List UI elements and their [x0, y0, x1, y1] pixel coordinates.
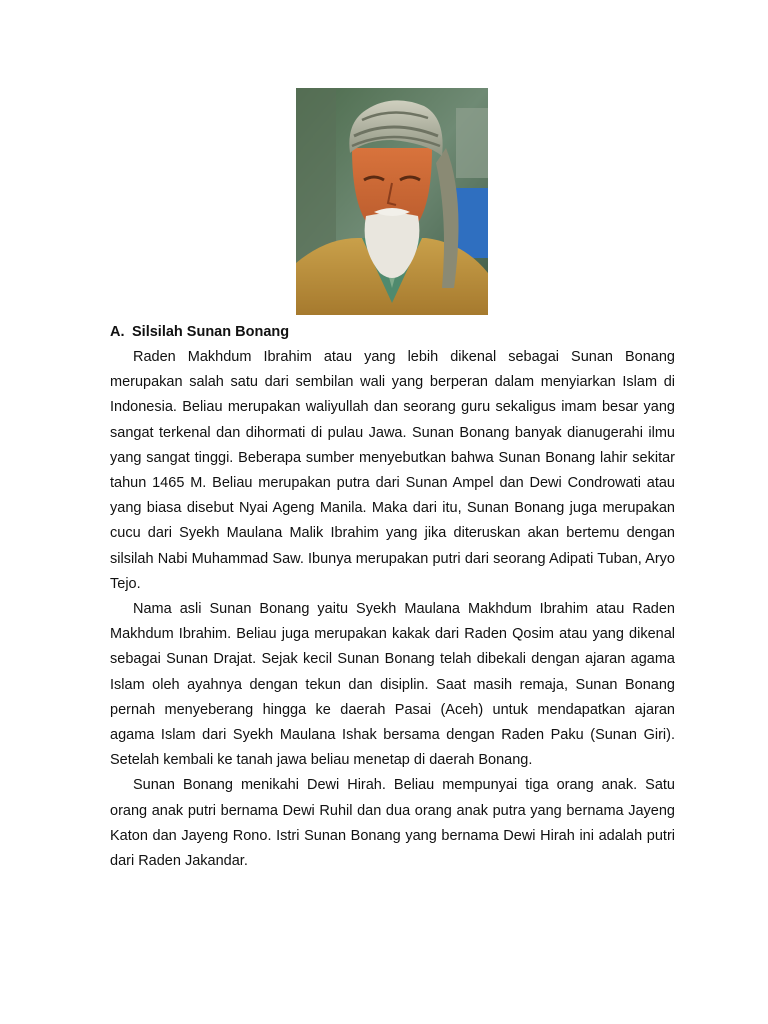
paragraph-3: Sunan Bonang menikahi Dewi Hirah. Beliau mempunyai tiga orang anak. Satu orang anak putri bernama Dewi Ruhil dan dua orang anak putra yang bernama Jayeng Katon dan Jayeng Rono. Istri Sunan Bonang yang bernama Dewi Hirah ini adalah putri dari Raden Jakandar. — [110, 777, 675, 870]
document-body — [110, 320, 675, 874]
portrait-illustration — [296, 88, 488, 315]
paragraph-2: Nama asli Sunan Bonang yaitu Syekh Maulana Makhdum Ibrahim atau Raden Makhdum Ibrahim. Beliau juga merupakan kakak dari Raden Qosim atau yang dikenal sebagai Sunan Drajat. Sejak kecil Sunan Bonang telah dibekali dengan ajaran agama Islam oleh ayahnya dengan tekun dan disiplin. Saat masih remaja, Sunan Bonang pernah menyeberang hingga ke daerah Pasai (Aceh) untuk mendapatkan ajaran agama Islam dari Syekh Maulana Ishak bersama dengan Raden Paku (Sunan Giri). Setelah kembali ke tanah jawa beliau menetap di daerah Bonang. — [110, 601, 675, 769]
portrait-image — [296, 88, 488, 315]
section-heading — [110, 320, 675, 345]
section-marker: A. — [110, 324, 125, 340]
section-title: Silsilah Sunan Bonang — [132, 324, 290, 340]
paragraph-1: Raden Makhdum Ibrahim atau yang lebih dikenal sebagai Sunan Bonang merupakan salah satu dari sembilan wali yang berperan dalam menyiarkan Islam di Indonesia. Beliau merupakan waliyullah dan seorang guru sekaligus imam besar yang sangat terkenal dan dihormati di pulau Jawa. Sunan Bonang banyak dianugerahi ilmu yang sangat tinggi. Beberapa sumber menyebutkan bahwa Sunan Bonang lahir sekitar tahun 1465 M. Beliau merupakan putra dari Sunan Ampel dan Dewi Condrowati atau yang biasa disebut Nyai Ageng Manila. Maka dari itu, Sunan Bonang juga merupakan cucu dari Syekh Maulana Malik Ibrahim yang jika diteruskan akan bertemu dengan silsilah Nabi Muhammad Saw. Ibunya merupakan putri dari seorang Adipati Tuban, Aryo Tejo. — [110, 349, 675, 592]
